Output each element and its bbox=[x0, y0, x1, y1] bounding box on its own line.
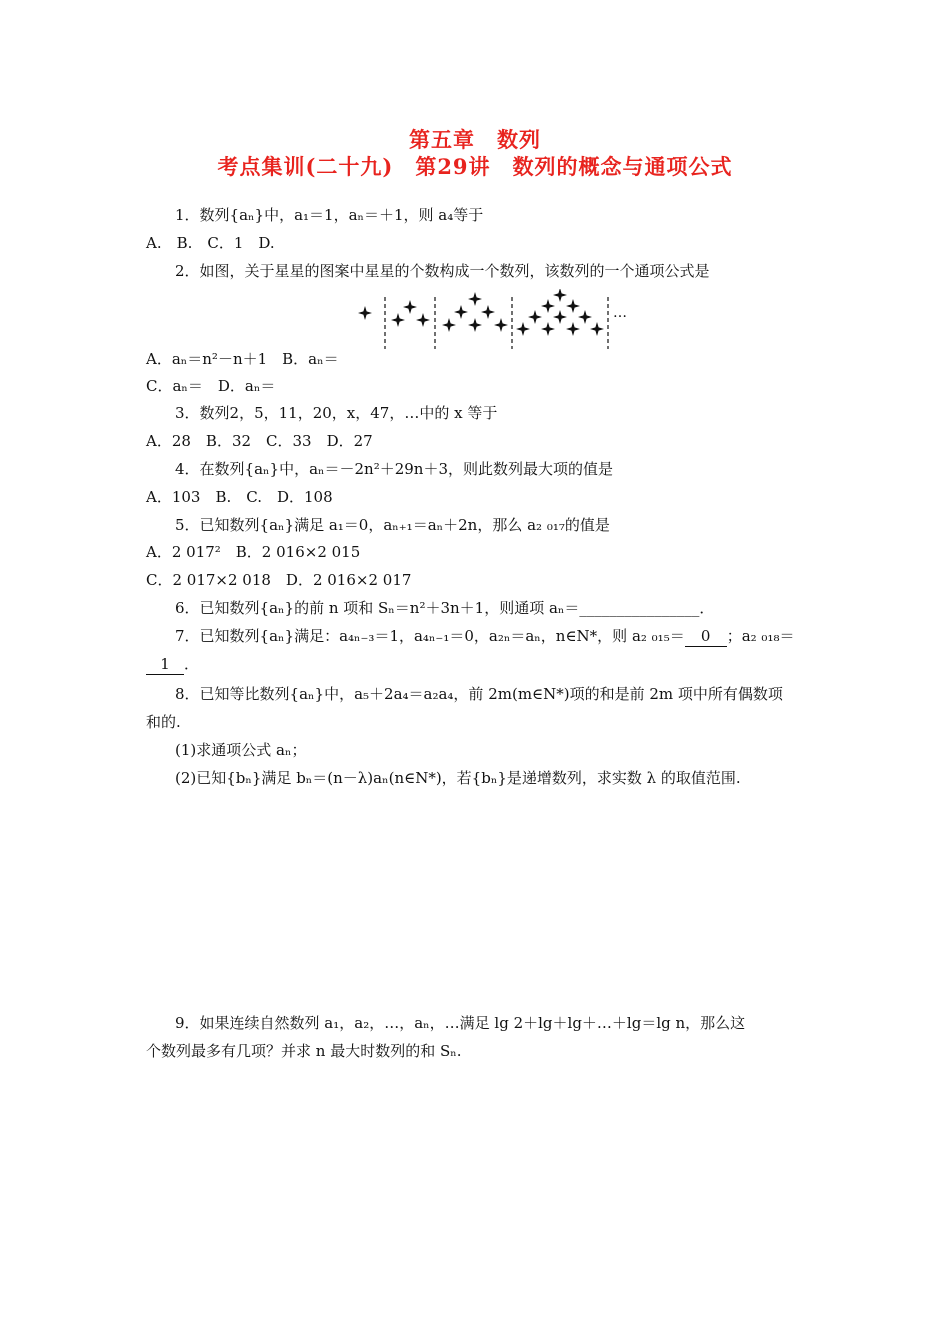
question-4-options: A．103 B. C. D．108 bbox=[146, 488, 333, 506]
question-3-options: A．28 B．32 C．33 D．27 bbox=[146, 432, 373, 450]
chapter-title: 第五章 数列 bbox=[409, 127, 541, 152]
question-9: 9．如果连续自然数列 a₁，a₂，…，aₙ，…满足 lg 2＋lg＋lg＋…＋lg＝lg n，那么这 bbox=[175, 1014, 746, 1032]
star-icon bbox=[566, 322, 580, 336]
star-icon bbox=[541, 299, 555, 313]
star-icon bbox=[358, 306, 372, 320]
question-2-options-a: A．aₙ＝n²－n＋1 B．aₙ＝ bbox=[146, 350, 339, 368]
star-icon bbox=[553, 310, 567, 324]
star-icon bbox=[468, 292, 482, 306]
star-icon bbox=[590, 322, 604, 336]
question-8-cont: 和的. bbox=[146, 713, 181, 731]
star-icon bbox=[541, 322, 555, 336]
star-icon bbox=[468, 318, 482, 332]
question-9-cont: 个数列最多有几项？并求 n 最大时数列的和 Sₙ. bbox=[146, 1042, 462, 1060]
question-2: 2．如图，关于星星的图案中星星的个数构成一个数列，该数列的一个通项公式是 bbox=[175, 262, 710, 280]
star-pattern-figure bbox=[355, 289, 635, 353]
question-3: 3．数列2，5，11，20，x，47，…中的 x 等于 bbox=[175, 404, 498, 422]
question-7-text: 7．已知数列{aₙ}满足：a₄ₙ₋₃＝1，a₄ₙ₋₁＝0，a₂ₙ＝aₙ，n∈N*，则 a₂ ₀₁₅＝ bbox=[175, 627, 685, 645]
question-7-mid: ；a₂ ₀₁₈＝ bbox=[726, 627, 795, 645]
question-7-cont: 1 ． bbox=[146, 654, 199, 675]
question-2-options-c: C．aₙ＝ D．aₙ＝ bbox=[146, 377, 276, 395]
question-8-part-2: (2)已知{bₙ}满足 bₙ＝(n－λ)aₙ(n∈N*)，若{bₙ}是递增数列，求实数 λ 的取值范围. bbox=[175, 769, 741, 787]
star-icon bbox=[566, 299, 580, 313]
question-6: 6．已知数列{aₙ}的前 n 项和 Sₙ＝n²＋3n＋1，则通项 aₙ＝________________． bbox=[175, 599, 715, 617]
star-icon bbox=[481, 305, 495, 319]
star-icon bbox=[454, 305, 468, 319]
star-icon bbox=[416, 313, 430, 327]
star-icon bbox=[553, 289, 567, 302]
answer-blank-2: 1 bbox=[146, 654, 184, 675]
question-7 bbox=[175, 626, 794, 647]
question-8-part-1: (1)求通项公式 aₙ； bbox=[175, 741, 307, 759]
answer-blank-1: 0 bbox=[685, 626, 727, 647]
star-icon bbox=[578, 310, 592, 324]
lesson-title: 考点集训(二十九) 第29讲 数列的概念与通项公式 bbox=[217, 154, 733, 179]
question-1: 1．数列{aₙ}中，a₁＝1，aₙ＝＋1，则 a₄等于 bbox=[175, 206, 484, 224]
star-icon bbox=[403, 300, 417, 314]
star-icon bbox=[391, 313, 405, 327]
question-5-options-c: C．2 017×2 018 D．2 016×2 017 bbox=[146, 571, 412, 589]
question-5: 5．已知数列{aₙ}满足 a₁＝0，aₙ₊₁＝aₙ＋2n，那么 a₂ ₀₁₇的值是 bbox=[175, 516, 610, 534]
question-5-options-a: A．2 017² B．2 016×2 015 bbox=[146, 543, 361, 561]
star-icon bbox=[494, 318, 508, 332]
star-icon bbox=[528, 310, 542, 324]
pattern-ellipsis: … bbox=[613, 305, 627, 321]
star-icon bbox=[516, 322, 530, 336]
star-icon bbox=[442, 318, 456, 332]
question-8: 8．已知等比数列{aₙ}中，a₅＋2a₄＝a₂a₄，前 2m(m∈N*)项的和是前 2m 项中所有偶数项 bbox=[175, 685, 783, 703]
question-4: 4．在数列{aₙ}中，aₙ＝－2n²＋29n＋3，则此数列最大项的值是 bbox=[175, 460, 614, 478]
question-1-options: A. B. C．1 D. bbox=[146, 234, 275, 252]
